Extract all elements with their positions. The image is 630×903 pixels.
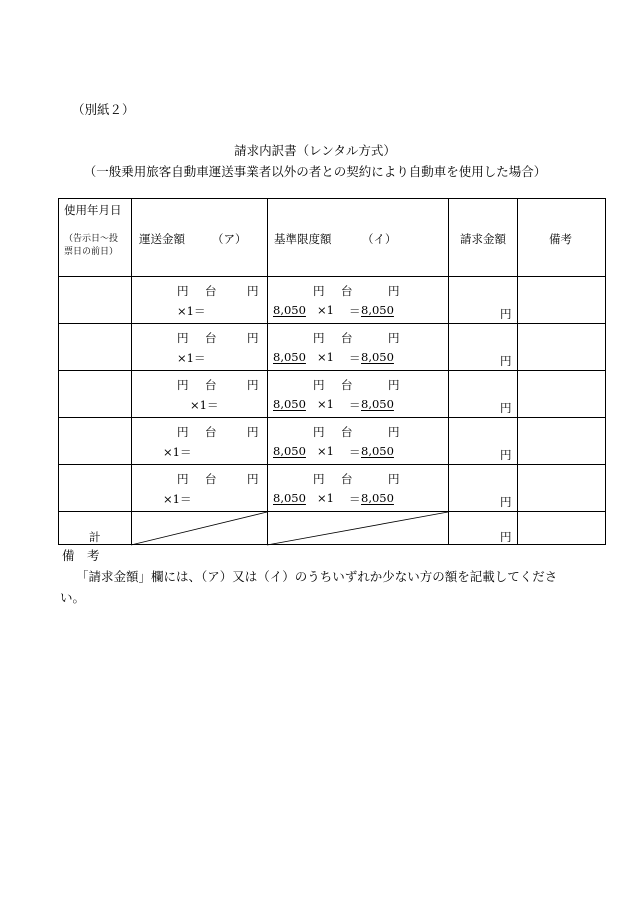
header-date-note-line2: 票日の前日） xyxy=(64,247,119,257)
transport-multiplier: ×1＝ xyxy=(177,304,206,318)
limit-yen-label-2: 円 xyxy=(388,472,400,486)
transport-unit-label: 台 xyxy=(205,284,217,298)
limit-unit-label: 台 xyxy=(341,378,353,392)
diagonal-line-transport xyxy=(131,512,267,545)
transport-multiplier: ×1＝ xyxy=(177,351,206,365)
transport-yen-label-2: 円 xyxy=(247,378,259,392)
header-transport-tag: （ア） xyxy=(212,232,247,246)
limit-equals: ＝ xyxy=(349,398,361,412)
limit-base-amount: 8,050 xyxy=(273,444,306,458)
limit-result-amount: 8,050 xyxy=(361,444,394,458)
remarks-text: 「請求金額」欄には、（ア）又は（イ）のうちいずれか少ない方の額を記載してください。 xyxy=(60,569,558,605)
claim-breakdown-table xyxy=(58,198,606,545)
transport-yen-label-2: 円 xyxy=(247,284,259,298)
claim-unit: 円 xyxy=(500,401,512,415)
limit-multiplier: ×1 xyxy=(317,350,334,364)
transport-yen-label-2: 円 xyxy=(247,331,259,345)
transport-unit-label: 台 xyxy=(205,331,217,345)
limit-equals: ＝ xyxy=(349,304,361,318)
limit-base-amount: 8,050 xyxy=(273,303,306,317)
limit-unit-label: 台 xyxy=(341,425,353,439)
limit-yen-label-2: 円 xyxy=(388,425,400,439)
remarks-title: 備 考 xyxy=(62,548,100,563)
transport-yen-label-2: 円 xyxy=(247,472,259,486)
limit-result-amount: 8,050 xyxy=(361,491,394,505)
limit-unit-label: 台 xyxy=(341,284,353,298)
limit-yen-label: 円 xyxy=(313,472,325,486)
limit-yen-label: 円 xyxy=(313,378,325,392)
annex-label: （別紙２） xyxy=(72,102,135,117)
header-transport: 運送金額 xyxy=(139,232,185,246)
limit-yen-label-2: 円 xyxy=(388,331,400,345)
claim-unit: 円 xyxy=(500,354,512,368)
diagonal-line-limit xyxy=(267,512,448,545)
header-date: 使用年月日 xyxy=(64,203,122,217)
transport-yen-label-2: 円 xyxy=(247,425,259,439)
header-limit-tag: （イ） xyxy=(362,232,397,246)
header-remarks: 備考 xyxy=(549,232,572,246)
claim-unit: 円 xyxy=(500,495,512,509)
limit-unit-label: 台 xyxy=(341,472,353,486)
header-claim: 請求金額 xyxy=(460,232,506,246)
header-date-note-line1: （告示日～投 xyxy=(64,234,119,244)
limit-yen-label: 円 xyxy=(313,331,325,345)
limit-equals: ＝ xyxy=(349,445,361,459)
limit-base-amount: 8,050 xyxy=(273,397,306,411)
claim-unit: 円 xyxy=(500,448,512,462)
limit-yen-label: 円 xyxy=(313,425,325,439)
limit-multiplier: ×1 xyxy=(317,444,334,458)
transport-yen-label: 円 xyxy=(177,378,189,392)
transport-yen-label: 円 xyxy=(177,425,189,439)
transport-yen-label: 円 xyxy=(177,472,189,486)
limit-result-amount: 8,050 xyxy=(361,397,394,411)
limit-multiplier: ×1 xyxy=(317,491,334,505)
transport-unit-label: 台 xyxy=(205,425,217,439)
header-limit: 基準限度額 xyxy=(274,232,332,246)
limit-yen-label-2: 円 xyxy=(388,284,400,298)
total-row-diagonals xyxy=(59,199,607,546)
limit-base-amount: 8,050 xyxy=(273,350,306,364)
transport-unit-label: 台 xyxy=(205,472,217,486)
claim-unit: 円 xyxy=(500,307,512,321)
limit-base-amount: 8,050 xyxy=(273,491,306,505)
limit-yen-label: 円 xyxy=(313,284,325,298)
transport-multiplier: ×1＝ xyxy=(163,445,192,459)
transport-yen-label: 円 xyxy=(177,284,189,298)
limit-result-amount: 8,050 xyxy=(361,303,394,317)
document-subtitle: （一般乗用旅客自動車運送事業者以外の者との契約により自動車を使用した場合） xyxy=(83,164,547,179)
transport-multiplier: ×1＝ xyxy=(163,492,192,506)
limit-multiplier: ×1 xyxy=(317,303,334,317)
total-label: 計 xyxy=(89,530,101,544)
transport-unit-label: 台 xyxy=(205,378,217,392)
transport-multiplier: ×1＝ xyxy=(190,398,219,412)
limit-yen-label-2: 円 xyxy=(388,378,400,392)
limit-unit-label: 台 xyxy=(341,331,353,345)
limit-multiplier: ×1 xyxy=(317,397,334,411)
total-claim-unit: 円 xyxy=(500,530,512,544)
transport-yen-label: 円 xyxy=(177,331,189,345)
document-title: 請求内訳書（レンタル方式） xyxy=(234,143,396,158)
limit-result-amount: 8,050 xyxy=(361,350,394,364)
limit-equals: ＝ xyxy=(349,351,361,365)
limit-equals: ＝ xyxy=(349,492,361,506)
